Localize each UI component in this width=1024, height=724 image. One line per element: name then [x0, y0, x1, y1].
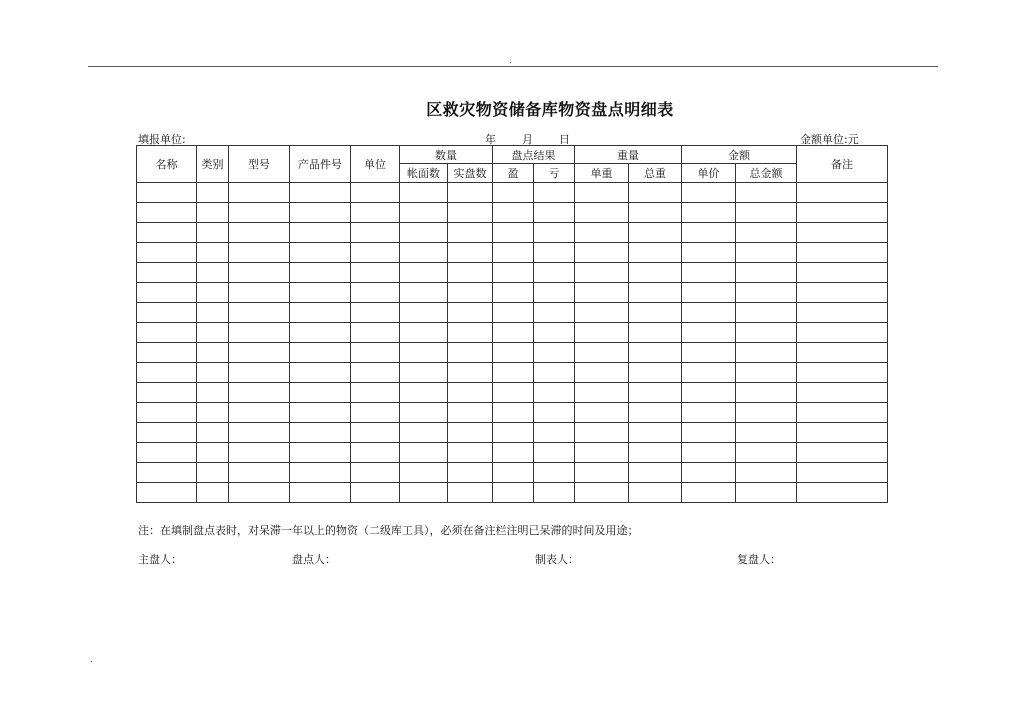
table-cell: [493, 183, 534, 203]
table-cell: [448, 423, 493, 443]
table-cell: [351, 343, 400, 363]
table-cell: [448, 283, 493, 303]
table-cell: [534, 203, 575, 223]
table-row: [137, 463, 888, 483]
table-row: [137, 263, 888, 283]
table-cell: [493, 483, 534, 503]
table-cell: [137, 283, 197, 303]
table-cell: [682, 383, 736, 403]
table-cell: [137, 223, 197, 243]
table-cell: [400, 283, 448, 303]
table-cell: [290, 463, 351, 483]
header-surplus: 盈: [493, 164, 534, 183]
table-cell: [448, 343, 493, 363]
table-row: [137, 423, 888, 443]
table-cell: [534, 343, 575, 363]
table-cell: [534, 443, 575, 463]
counter-label: 盘点人：: [292, 553, 336, 566]
table-cell: [229, 203, 290, 223]
table-cell: [197, 263, 229, 283]
header-part-no: 产品件号: [290, 146, 351, 183]
table-cell: [534, 363, 575, 383]
table-cell: [400, 483, 448, 503]
table-cell: [400, 243, 448, 263]
table-cell: [448, 303, 493, 323]
table-cell: [682, 403, 736, 423]
table-cell: [682, 463, 736, 483]
table-cell: [575, 183, 629, 203]
table-cell: [682, 483, 736, 503]
table-cell: [290, 303, 351, 323]
table-cell: [534, 183, 575, 203]
table-row: [137, 483, 888, 503]
table-cell: [629, 203, 682, 223]
table-cell: [629, 463, 682, 483]
table-cell: [290, 363, 351, 383]
table-cell: [736, 223, 797, 243]
table-cell: [400, 443, 448, 463]
table-cell: [493, 203, 534, 223]
table-cell: [629, 383, 682, 403]
fill-note: 注：在填制盘点表时，对呆滞一年以上的物资（二级库工具），必须在备注栏注明已呆滞的时间及用途；: [138, 524, 639, 537]
table-cell: [493, 443, 534, 463]
table-cell: [290, 203, 351, 223]
table-cell: [351, 203, 400, 223]
table-cell: [351, 323, 400, 343]
table-cell: [797, 343, 888, 363]
table-cell: [682, 183, 736, 203]
table-cell: [575, 263, 629, 283]
table-cell: [229, 343, 290, 363]
supervisor-label: 主盘人：: [138, 553, 182, 566]
table-cell: [229, 363, 290, 383]
header-result: 盘点结果: [493, 146, 575, 164]
table-cell: [629, 423, 682, 443]
table-cell: [534, 263, 575, 283]
table-cell: [290, 423, 351, 443]
table-cell: [197, 363, 229, 383]
table-cell: [575, 483, 629, 503]
table-cell: [493, 303, 534, 323]
table-cell: [575, 243, 629, 263]
year-label: 年: [485, 133, 496, 146]
table-cell: [137, 263, 197, 283]
table-cell: [197, 423, 229, 443]
table-row: [137, 383, 888, 403]
table-cell: [400, 423, 448, 443]
table-cell: [137, 323, 197, 343]
table-cell: [797, 243, 888, 263]
table-cell: [736, 483, 797, 503]
table-cell: [400, 363, 448, 383]
table-cell: [400, 263, 448, 283]
table-cell: [797, 463, 888, 483]
table-cell: [575, 323, 629, 343]
table-cell: [736, 443, 797, 463]
table-cell: [137, 203, 197, 223]
header-amount: 金额: [682, 146, 797, 164]
table-cell: [575, 423, 629, 443]
table-cell: [137, 363, 197, 383]
table-row: [137, 303, 888, 323]
table-cell: [493, 363, 534, 383]
table-cell: [534, 223, 575, 243]
table-cell: [351, 423, 400, 443]
table-cell: [137, 443, 197, 463]
table-cell: [197, 463, 229, 483]
table-row: [137, 243, 888, 263]
table-cell: [229, 463, 290, 483]
table-cell: [534, 383, 575, 403]
table-row: [137, 403, 888, 423]
table-cell: [400, 203, 448, 223]
table-cell: [493, 243, 534, 263]
table-cell: [682, 243, 736, 263]
table-cell: [493, 323, 534, 343]
day-label: 日: [559, 133, 570, 146]
table-cell: [290, 343, 351, 363]
table-cell: [736, 423, 797, 443]
table-cell: [575, 343, 629, 363]
table-cell: [290, 403, 351, 423]
inventory-table: [136, 145, 888, 503]
table-cell: [797, 283, 888, 303]
table-cell: [736, 243, 797, 263]
header-actual-qty: 实盘数: [448, 164, 493, 183]
table-cell: [229, 483, 290, 503]
table-cell: [137, 483, 197, 503]
table-cell: [575, 403, 629, 423]
table-cell: [137, 243, 197, 263]
table-cell: [797, 203, 888, 223]
table-cell: [137, 183, 197, 203]
table-cell: [493, 383, 534, 403]
header-unit: 单位: [351, 146, 400, 183]
table-cell: [351, 223, 400, 243]
table-cell: [351, 303, 400, 323]
table-cell: [137, 423, 197, 443]
table-cell: [400, 463, 448, 483]
table-row: [137, 443, 888, 463]
table-cell: [629, 303, 682, 323]
header-mark: .: [509, 56, 512, 66]
table-cell: [400, 183, 448, 203]
table-cell: [534, 403, 575, 423]
table-cell: [629, 183, 682, 203]
table-cell: [682, 283, 736, 303]
table-cell: [736, 343, 797, 363]
table-cell: [534, 323, 575, 343]
table-cell: [797, 443, 888, 463]
table-cell: [351, 383, 400, 403]
table-cell: [534, 483, 575, 503]
table-row: [137, 363, 888, 383]
table-cell: [797, 183, 888, 203]
table-cell: [229, 443, 290, 463]
header-weight: 重量: [575, 146, 682, 164]
table-cell: [290, 483, 351, 503]
table-cell: [229, 223, 290, 243]
table-cell: [351, 483, 400, 503]
table-cell: [736, 183, 797, 203]
table-cell: [448, 203, 493, 223]
month-label: 月: [522, 133, 533, 146]
table-cell: [197, 243, 229, 263]
table-cell: [629, 483, 682, 503]
table-cell: [493, 263, 534, 283]
table-cell: [197, 303, 229, 323]
table-cell: [797, 423, 888, 443]
table-cell: [534, 303, 575, 323]
table-cell: [448, 263, 493, 283]
table-cell: [448, 243, 493, 263]
table-cell: [797, 403, 888, 423]
footer-mark: .: [90, 655, 93, 665]
header-deficit: 亏: [534, 164, 575, 183]
table-cell: [534, 463, 575, 483]
table-cell: [448, 223, 493, 243]
table-row: [137, 283, 888, 303]
header-quantity: 数量: [400, 146, 493, 164]
table-cell: [534, 243, 575, 263]
table-cell: [797, 323, 888, 343]
table-cell: [448, 403, 493, 423]
header-total-amount: 总金额: [736, 164, 797, 183]
table-cell: [197, 283, 229, 303]
table-cell: [229, 183, 290, 203]
table-cell: [229, 383, 290, 403]
table-cell: [736, 463, 797, 483]
table-cell: [682, 263, 736, 283]
table-cell: [493, 283, 534, 303]
table-cell: [229, 403, 290, 423]
table-cell: [629, 443, 682, 463]
table-cell: [229, 323, 290, 343]
table-cell: [448, 463, 493, 483]
table-cell: [229, 283, 290, 303]
table-row: [137, 183, 888, 203]
table-cell: [351, 463, 400, 483]
table-row: [137, 343, 888, 363]
header-model: 型号: [229, 146, 290, 183]
table-cell: [229, 243, 290, 263]
table-cell: [682, 303, 736, 323]
table-cell: [493, 423, 534, 443]
table-cell: [575, 203, 629, 223]
table-cell: [351, 183, 400, 203]
currency-unit-label: 金额单位:元: [800, 133, 859, 146]
table-row: [137, 323, 888, 343]
table-cell: [351, 263, 400, 283]
table-cell: [797, 303, 888, 323]
table-cell: [682, 443, 736, 463]
header-remarks: 备注: [797, 146, 888, 183]
table-cell: [290, 443, 351, 463]
table-cell: [137, 303, 197, 323]
table-cell: [448, 363, 493, 383]
table-cell: [197, 323, 229, 343]
table-cell: [229, 303, 290, 323]
table-cell: [682, 323, 736, 343]
table-cell: [290, 263, 351, 283]
table-cell: [736, 323, 797, 343]
table-cell: [629, 323, 682, 343]
table-cell: [629, 243, 682, 263]
table-cell: [400, 223, 448, 243]
table-cell: [290, 223, 351, 243]
table-cell: [351, 243, 400, 263]
table-cell: [682, 223, 736, 243]
table-cell: [797, 223, 888, 243]
table-cell: [682, 343, 736, 363]
table-cell: [493, 223, 534, 243]
table-cell: [575, 303, 629, 323]
table-cell: [448, 183, 493, 203]
table-cell: [197, 343, 229, 363]
table-cell: [137, 343, 197, 363]
header-unit-weight: 单重: [575, 164, 629, 183]
table-cell: [351, 363, 400, 383]
table-cell: [400, 343, 448, 363]
table-cell: [351, 403, 400, 423]
table-cell: [448, 323, 493, 343]
reviewer-label: 复盘人：: [737, 553, 781, 566]
preparer-label: 制表人：: [535, 553, 579, 566]
table-cell: [629, 363, 682, 383]
table-cell: [682, 363, 736, 383]
table-cell: [575, 223, 629, 243]
table-cell: [290, 323, 351, 343]
table-cell: [629, 223, 682, 243]
table-cell: [534, 423, 575, 443]
table-cell: [351, 283, 400, 303]
table-cell: [229, 423, 290, 443]
table-cell: [736, 283, 797, 303]
header-unit-price: 单价: [682, 164, 736, 183]
table-cell: [197, 443, 229, 463]
table-cell: [797, 383, 888, 403]
header-rule: [88, 66, 938, 67]
table-cell: [448, 483, 493, 503]
table-cell: [575, 283, 629, 303]
table-cell: [137, 383, 197, 403]
table-cell: [736, 263, 797, 283]
table-cell: [290, 243, 351, 263]
header-name: 名称: [137, 146, 197, 183]
table-cell: [629, 283, 682, 303]
table-cell: [290, 383, 351, 403]
table-cell: [575, 363, 629, 383]
header-total-weight: 总重: [629, 164, 682, 183]
table-cell: [448, 443, 493, 463]
header-book-qty: 帐面数: [400, 164, 448, 183]
table-cell: [448, 383, 493, 403]
table-header: [137, 146, 888, 183]
table-cell: [736, 383, 797, 403]
fill-unit-label: 填报单位:: [138, 133, 186, 146]
table-cell: [400, 303, 448, 323]
table-cell: [736, 403, 797, 423]
table-cell: [400, 403, 448, 423]
table-cell: [197, 483, 229, 503]
table-cell: [736, 203, 797, 223]
table-cell: [290, 283, 351, 303]
page-title: 区救灾物资储备库物资盘点明细表: [426, 100, 674, 119]
table-cell: [137, 463, 197, 483]
table-cell: [290, 183, 351, 203]
table-cell: [575, 443, 629, 463]
table-cell: [575, 383, 629, 403]
table-cell: [682, 423, 736, 443]
header-category: 类别: [197, 146, 229, 183]
table-cell: [197, 383, 229, 403]
table-row: [137, 203, 888, 223]
table-cell: [229, 263, 290, 283]
table-cell: [629, 343, 682, 363]
table-cell: [629, 263, 682, 283]
table-cell: [797, 263, 888, 283]
table-cell: [351, 443, 400, 463]
table-cell: [137, 403, 197, 423]
table-body: [137, 183, 888, 503]
table-cell: [736, 303, 797, 323]
table-cell: [400, 383, 448, 403]
table-cell: [493, 463, 534, 483]
table-cell: [400, 323, 448, 343]
table-cell: [197, 223, 229, 243]
table-cell: [736, 363, 797, 383]
table-cell: [534, 283, 575, 303]
table-cell: [682, 203, 736, 223]
table-cell: [197, 403, 229, 423]
table-cell: [493, 343, 534, 363]
table-cell: [575, 463, 629, 483]
table-row: [137, 223, 888, 243]
table-cell: [797, 363, 888, 383]
table-cell: [493, 403, 534, 423]
table-cell: [197, 203, 229, 223]
table-cell: [197, 183, 229, 203]
table-cell: [629, 403, 682, 423]
table-cell: [797, 483, 888, 503]
